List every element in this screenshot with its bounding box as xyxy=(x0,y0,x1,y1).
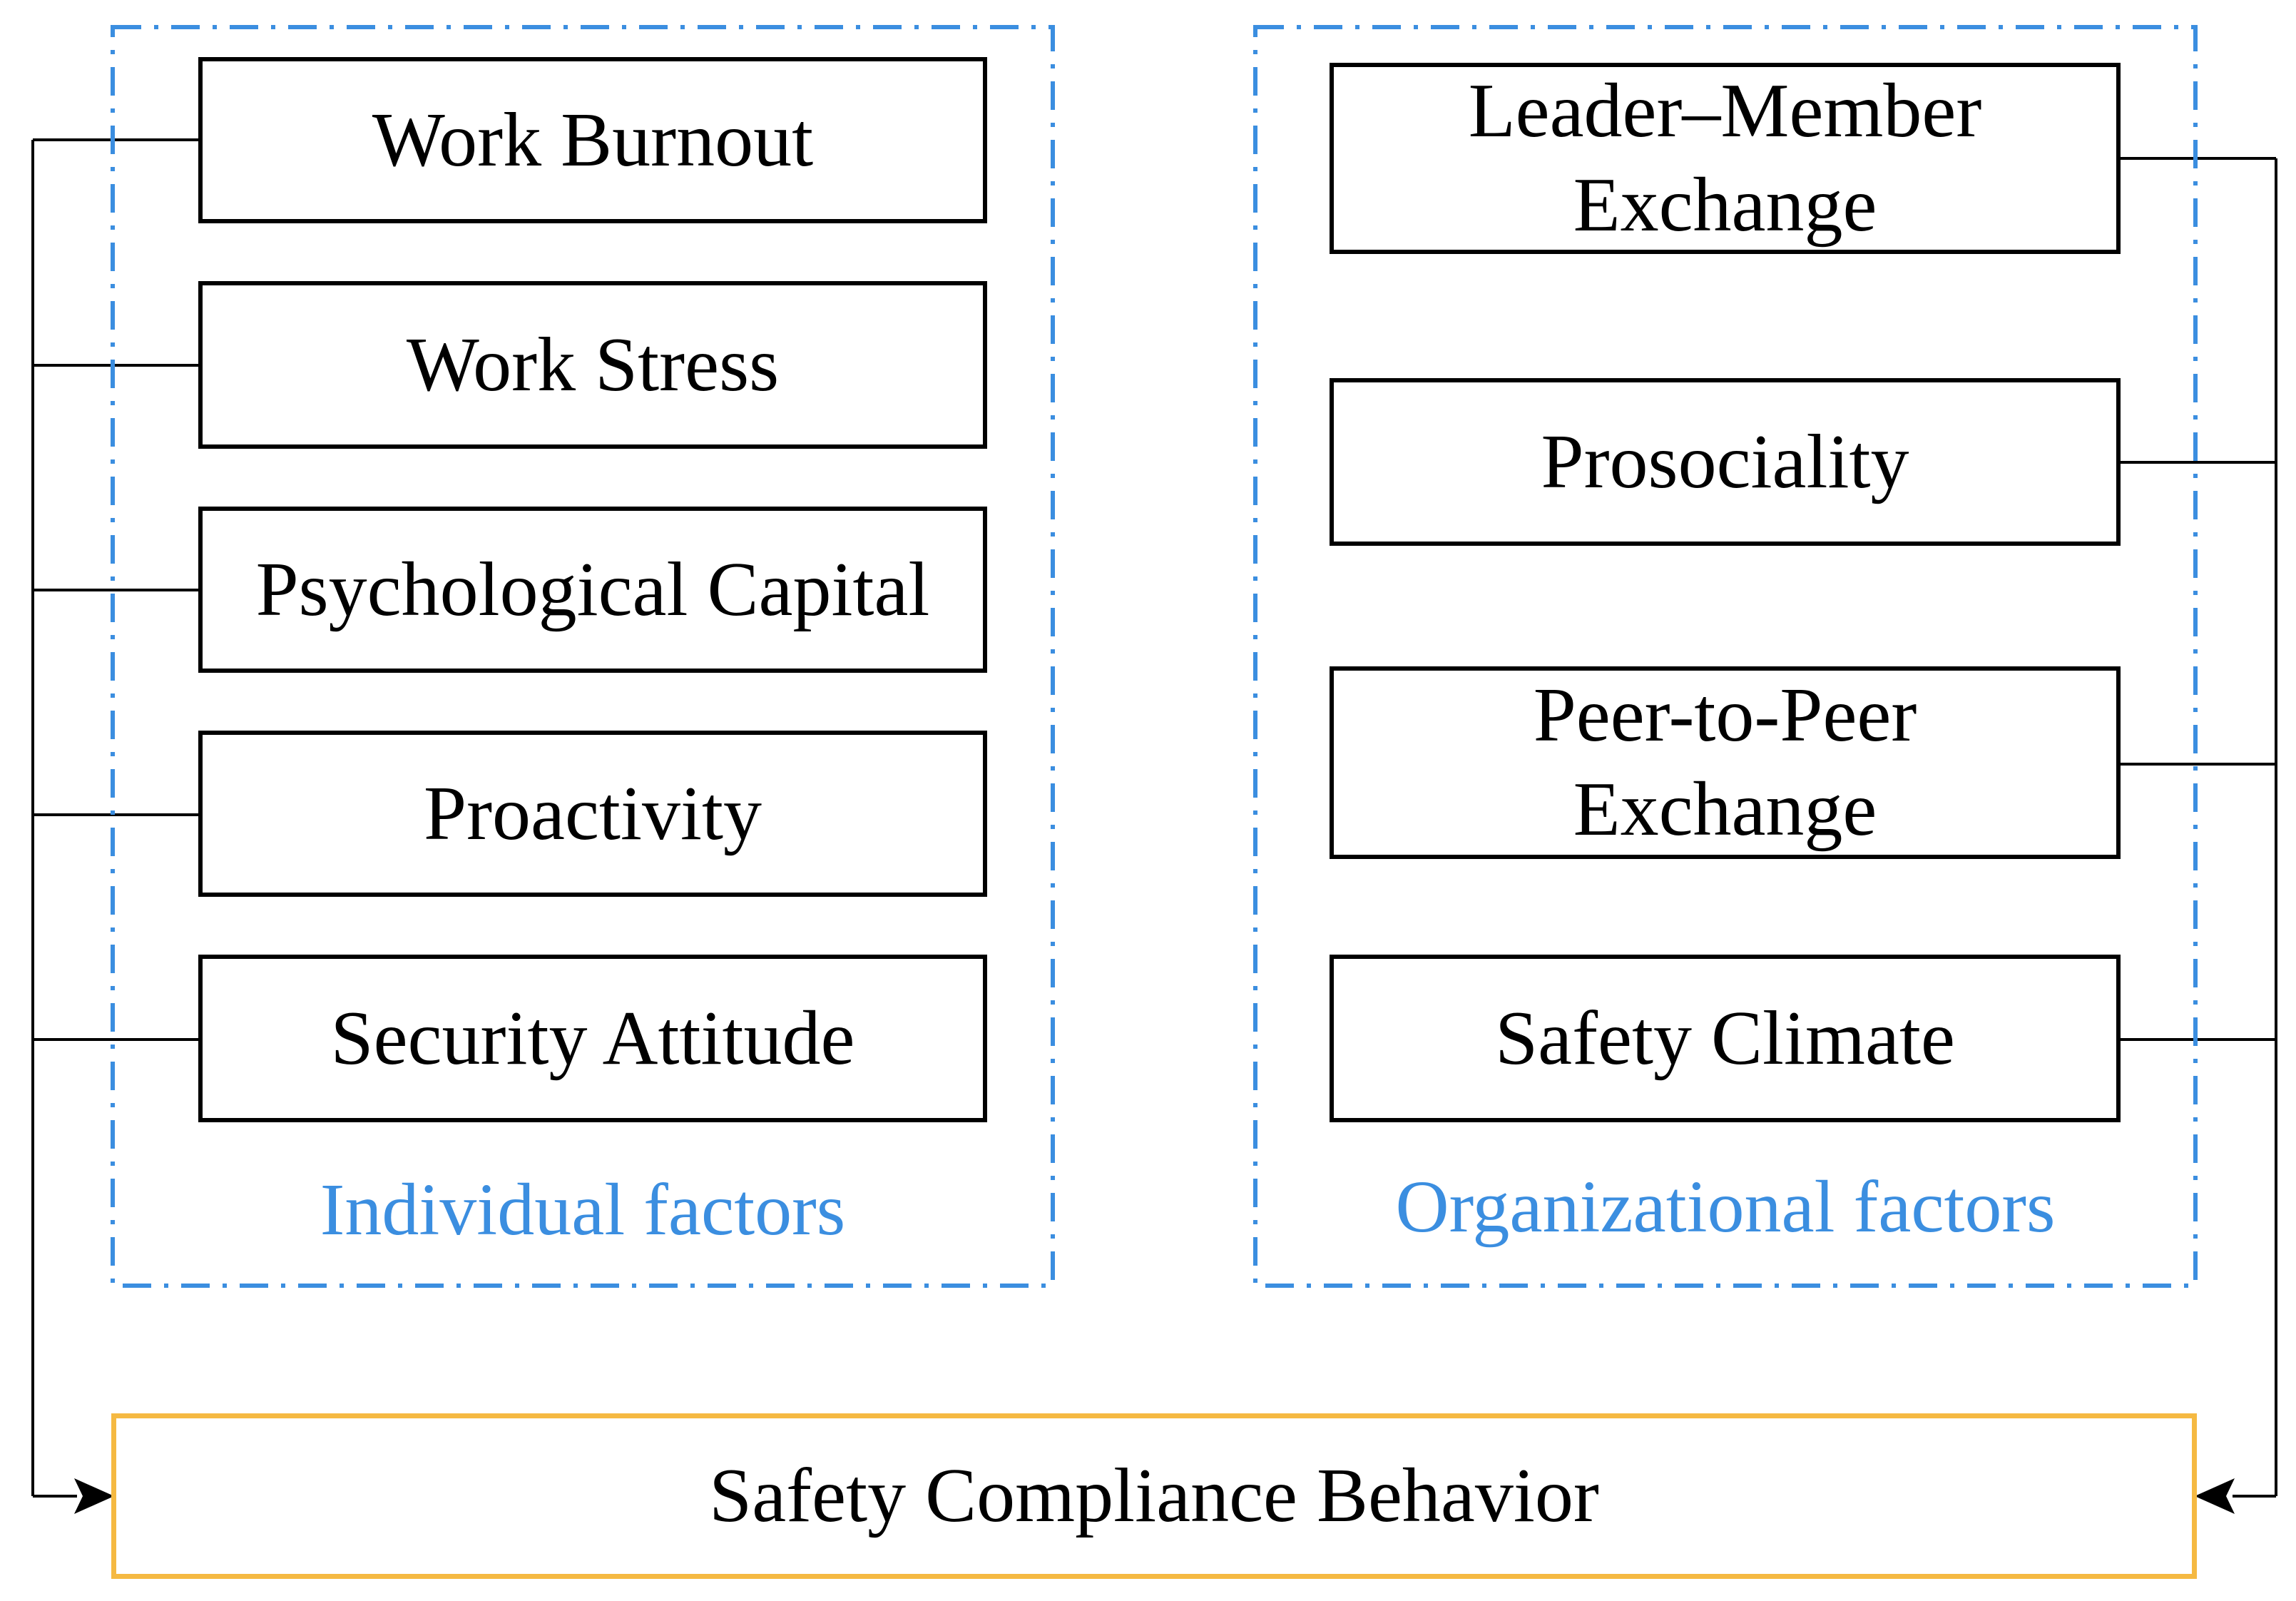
factor-work-stress xyxy=(198,281,987,449)
factor-label: Prosociality xyxy=(1541,419,1909,504)
factor-label: Proactivity xyxy=(424,771,762,856)
organizational-factors-label: Organizational factors xyxy=(1395,1166,2056,1248)
factor-leader-member-exchange xyxy=(1330,63,2121,254)
outcome-label: Safety Compliance Behavior xyxy=(709,1453,1599,1538)
factor-label: Psychological Capital xyxy=(255,547,930,632)
factor-label-line2: Exchange xyxy=(1573,163,1877,248)
factor-label-line1: Peer-to-Peer xyxy=(1533,673,1917,758)
right-arrowhead-icon xyxy=(2195,1478,2235,1514)
factor-label xyxy=(1469,64,1982,253)
factor-label-line2: Exchange xyxy=(1573,767,1877,852)
factor-prosociality xyxy=(1330,378,2121,546)
factor-proactivity xyxy=(198,731,987,897)
factor-peer-to-peer-exchange xyxy=(1330,666,2121,859)
factor-label: Work Burnout xyxy=(372,97,814,183)
individual-factors-label: Individual factors xyxy=(320,1169,846,1251)
factor-label-line1: Leader–Member xyxy=(1468,68,1982,154)
factor-label xyxy=(1534,669,1917,857)
factor-label: Work Stress xyxy=(406,322,780,407)
right-arrow xyxy=(2195,1478,2276,1514)
factor-security-attitude xyxy=(198,955,987,1122)
factor-work-burnout xyxy=(198,57,987,223)
factor-label: Security Attitude xyxy=(330,995,855,1081)
factor-safety-climate xyxy=(1330,955,2121,1122)
left-arrow xyxy=(33,1478,114,1514)
outcome-safety-compliance-behavior xyxy=(111,1413,2197,1579)
factor-psychological-capital xyxy=(198,507,987,673)
factor-label: Safety Climate xyxy=(1495,995,1955,1081)
left-arrowhead-icon xyxy=(74,1478,114,1514)
